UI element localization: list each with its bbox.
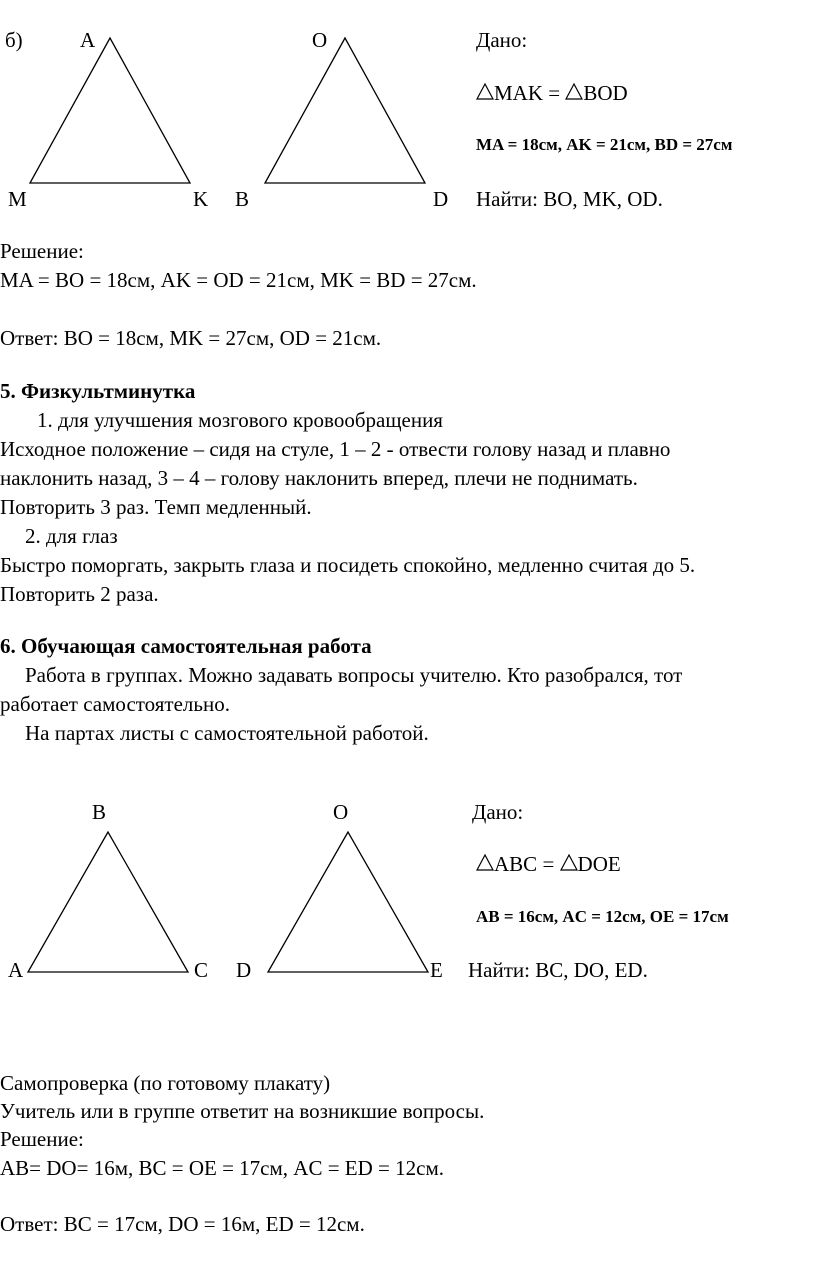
section-5-line-1: Исходное положение – сидя на стуле, 1 – 2 - отвести голову назад и плавно — [0, 437, 671, 461]
solution-text-2: AB= DO= 16м, BC = OE = 17см, AC = ED = 12см. — [0, 1156, 444, 1180]
find-text-2: Найти: BC, DO, ED. — [468, 958, 648, 982]
vertex-k: K — [193, 187, 209, 211]
triangle-icon — [565, 83, 583, 100]
section-5-line-3: Повторить 3 раз. Темп медленный. — [0, 495, 312, 519]
vertex-m: M — [8, 187, 27, 211]
triangle-abc — [28, 832, 188, 972]
section-6-line-2: работает самостоятельно. — [0, 692, 230, 716]
given-title: Дано: — [476, 28, 528, 52]
given-equality-2: ABC = DOE — [476, 852, 621, 876]
triangle-icon — [476, 83, 494, 100]
task-label: б) — [5, 28, 23, 52]
triangle-mak — [30, 38, 190, 183]
vertex-d: D — [433, 187, 449, 211]
vertex-b: B — [235, 187, 250, 211]
solution-title: Решение: — [0, 239, 84, 263]
vertex-b2: B — [92, 800, 107, 824]
section-6-line-3: На партах листы с самостоятельной работой. — [25, 721, 429, 745]
vertex-a: A — [80, 28, 96, 52]
vertex-o: O — [312, 28, 328, 52]
answer-text-2: Ответ: BC = 17см, DO = 16м, ED = 12см. — [0, 1212, 365, 1236]
triangle-icon — [476, 854, 494, 871]
given-values-2: AB = 16см, AC = 12см, OE = 17см — [476, 907, 729, 926]
section-5-line-2: наклонить назад, 3 – 4 – голову наклонить вперед, плечи не поднимать. — [0, 466, 638, 490]
section-5-title: 5. Физкультминутка — [0, 379, 196, 403]
given-values: MA = 18см, AK = 21см, BD = 27см — [476, 135, 733, 154]
section-5-line-5: Повторить 2 раза. — [0, 582, 159, 606]
section-5-line-4: Быстро поморгать, закрыть глаза и посидеть спокойно, медленно считая до 5. — [0, 553, 696, 577]
vertex-d2: D — [236, 958, 252, 982]
answer-text: Ответ: BO = 18см, MK = 27см, OD = 21см. — [0, 326, 382, 350]
self-check: Самопроверка (по готовому плакату) — [0, 1071, 331, 1095]
triangle-icon — [560, 854, 578, 871]
vertex-c2: C — [194, 958, 209, 982]
teacher-note: Учитель или в группе ответит на возникшие вопросы. — [0, 1099, 485, 1123]
triangle-doe — [268, 832, 428, 972]
given-equality: MAK = BOD — [476, 81, 628, 105]
vertex-a2: A — [8, 958, 24, 982]
triangle-bod — [265, 38, 425, 183]
solution-text: MA = BO = 18см, AK = OD = 21см, MK = BD = 27см. — [0, 268, 477, 292]
section-6-title: 6. Обучающая самостоятельная работа — [0, 634, 372, 658]
section-6-line-1: Работа в группах. Можно задавать вопросы учителю. Кто разобрался, тот — [25, 663, 683, 687]
vertex-e2: E — [430, 958, 443, 982]
vertex-o2: O — [333, 800, 349, 824]
find-text: Найти: BO, MK, OD. — [476, 187, 663, 211]
section-5-item-1: 1. для улучшения мозгового кровообращения — [37, 408, 443, 432]
given-title-2: Дано: — [472, 800, 524, 824]
section-5-item-2: 2. для глаз — [25, 524, 118, 548]
solution-title-2: Решение: — [0, 1127, 84, 1151]
